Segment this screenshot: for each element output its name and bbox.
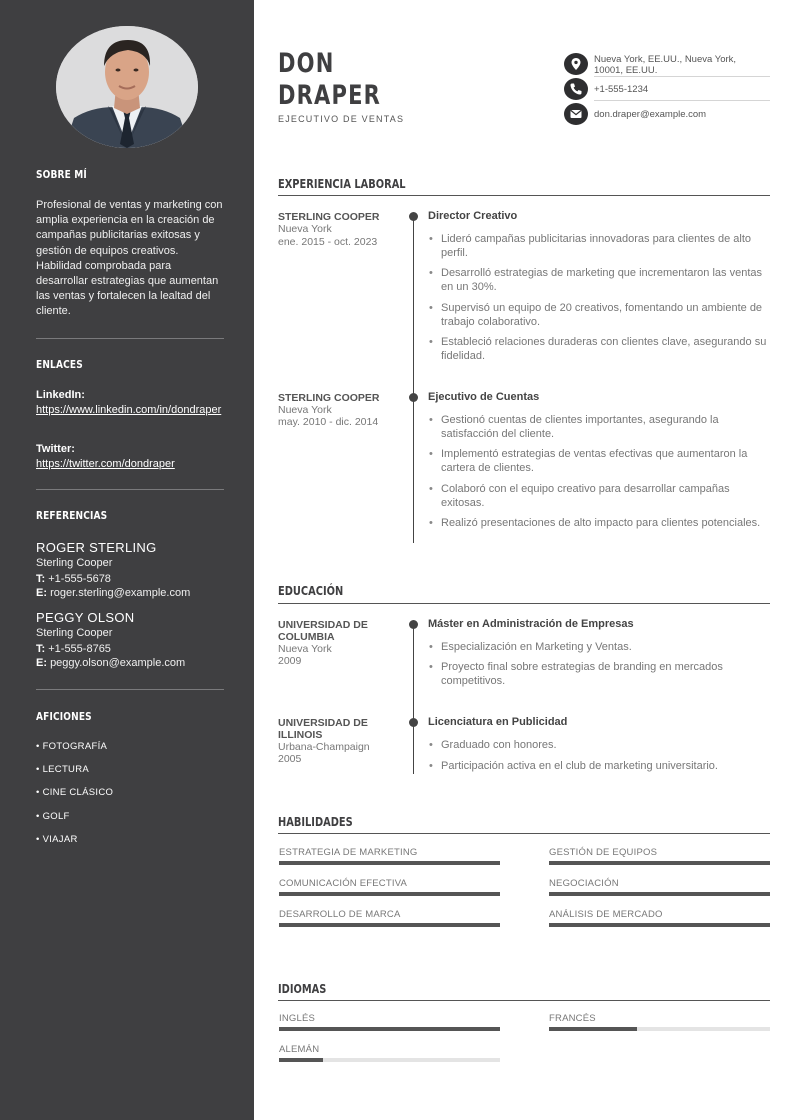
timeline-dot <box>409 718 418 727</box>
skills-title: HABILIDADES <box>278 815 353 829</box>
reference-name: PEGGY OLSON <box>36 610 135 625</box>
mail-icon <box>564 103 588 125</box>
hobby-item: • FOTOGRAFÍA <box>36 741 108 752</box>
skill-bar-fill <box>549 892 770 896</box>
references-title: REFERENCIAS <box>36 509 108 522</box>
twitter-label: Twitter: <box>36 443 75 455</box>
hobby-item: • GOLF <box>36 811 70 822</box>
education-timeline <box>413 624 414 774</box>
list-item: • Desarrolló estrategias de marketing que incrementaron las ventas en un 30%. <box>428 266 770 294</box>
degree-title: Máster en Administración de Empresas <box>428 618 634 630</box>
skill-name: COMUNICACIÓN EFECTIVA <box>279 878 408 889</box>
first-name: DON <box>278 48 335 79</box>
skill-name: ESTRATEGIA DE MARKETING <box>279 847 418 858</box>
skill-bar <box>279 861 500 865</box>
timeline-dot <box>409 212 418 221</box>
list-item: • Gestionó cuentas de clientes importantes, asegurando la satisfacción del cliente. <box>428 413 770 441</box>
language-bar-fill <box>279 1058 323 1062</box>
skill-name: NEGOCIACIÓN <box>549 878 619 889</box>
list-item: • Graduado con honores. <box>428 738 770 752</box>
list-item: • Especialización en Marketing y Ventas. <box>428 640 770 654</box>
languages-title: IDIOMAS <box>278 982 327 996</box>
skill-bar-fill <box>279 892 500 896</box>
language-name: ALEMÁN <box>279 1044 320 1055</box>
skill-bar-fill <box>279 923 500 927</box>
school-year: 2005 <box>278 753 302 765</box>
reference-company: Sterling Cooper <box>36 557 113 569</box>
hobby-item: • LECTURA <box>36 764 90 775</box>
skill-bar <box>549 861 770 865</box>
skill-bar <box>279 923 500 927</box>
skill-name: ANÁLISIS DE MERCADO <box>549 909 663 920</box>
skill-name: GESTIÓN DE EQUIPOS <box>549 847 658 858</box>
reference-phone: T: +1-555-8765 <box>36 643 111 655</box>
list-item: • Implementó estrategias de ventas efectivas que aumentaron la cartera de clientes. <box>428 447 770 475</box>
school-location: Urbana-Champaign <box>278 741 370 753</box>
about-title: SOBRE MÍ <box>36 168 87 181</box>
language-bar <box>279 1027 500 1031</box>
about-text: Profesional de ventas y marketing con amplia experiencia en la creación de campañas publicitarias exitosas y gestión de equipos creativos. Habilidad comprobada para desarrollar estrategias que aumentan las ventas y fortalecen la lealtad del cliente. <box>36 199 223 318</box>
section-rule <box>278 1000 770 1001</box>
list-item: • Estableció relaciones duraderas con clientes clave, asegurando su fidelidad. <box>428 335 770 363</box>
skill-bar <box>279 892 500 896</box>
company-location: Nueva York <box>278 223 332 235</box>
language-name: INGLÉS <box>279 1013 316 1024</box>
language-bar-fill <box>279 1027 500 1031</box>
experience-title: EXPERIENCIA LABORAL <box>278 177 406 191</box>
education-title: EDUCACIÓN <box>278 584 344 598</box>
degree-title: Licenciatura en Publicidad <box>428 716 568 728</box>
contact-location: Nueva York, EE.UU., Nueva York, 10001, EE.UU. <box>594 54 737 76</box>
reference-phone: T: +1-555-5678 <box>36 573 111 585</box>
job-dates: may. 2010 - dic. 2014 <box>278 416 379 428</box>
reference-email: E: roger.sterling@example.com <box>36 587 191 599</box>
links-title: ENLACES <box>36 358 83 371</box>
profile-photo <box>56 26 198 148</box>
job-role: EJECUTIVO DE VENTAS <box>278 114 405 124</box>
divider <box>594 76 770 77</box>
school-year: 2009 <box>278 655 302 667</box>
list-item: • Lideró campañas publicitarias innovadoras para clientes de alto perfil. <box>428 232 770 260</box>
divider <box>36 489 224 490</box>
company-location: Nueva York <box>278 404 332 416</box>
list-item: • Proyecto final sobre estrategias de branding en mercados competitivos. <box>428 660 770 688</box>
language-name: FRANCÉS <box>549 1013 596 1024</box>
last-name: DRAPER <box>278 80 382 111</box>
timeline-dot <box>409 393 418 402</box>
skill-bar <box>549 923 770 927</box>
position-title: Director Creativo <box>428 210 518 222</box>
contact-email[interactable]: don.draper@example.com <box>594 109 707 120</box>
sidebar <box>0 0 254 1120</box>
hobby-item: • CINE CLÁSICO <box>36 787 114 798</box>
timeline-dot <box>409 620 418 629</box>
hobbies-title: AFICIONES <box>36 710 92 723</box>
contact-phone: +1-555-1234 <box>594 84 649 95</box>
phone-icon <box>564 78 588 100</box>
section-rule <box>278 833 770 834</box>
language-bar <box>279 1058 500 1062</box>
skill-bar-fill <box>549 923 770 927</box>
job-dates: ene. 2015 - oct. 2023 <box>278 236 378 248</box>
list-item: • Participación activa en el club de marketing universitario. <box>428 759 770 773</box>
divider <box>36 338 224 339</box>
hobby-item: • VIAJAR <box>36 834 78 845</box>
company-name: STERLING COOPER <box>278 211 380 223</box>
divider <box>36 689 224 690</box>
company-name: STERLING COOPER <box>278 392 380 404</box>
language-bar-fill <box>549 1027 637 1031</box>
section-rule <box>278 603 770 604</box>
list-item: • Supervisó un equipo de 20 creativos, fomentando un ambiente de trabajo colaborativo. <box>428 301 770 329</box>
position-title: Ejecutivo de Cuentas <box>428 391 540 403</box>
skill-bar-fill <box>549 861 770 865</box>
school-name: UNIVERSIDAD DE ILLINOIS <box>278 717 368 741</box>
skill-bar-fill <box>279 861 500 865</box>
skill-name: DESARROLLO DE MARCA <box>279 909 401 920</box>
reference-company: Sterling Cooper <box>36 627 113 639</box>
school-location: Nueva York <box>278 643 332 655</box>
school-name: UNIVERSIDAD DE COLUMBIA <box>278 619 368 643</box>
location-icon <box>564 53 588 75</box>
section-rule <box>278 195 770 196</box>
reference-name: ROGER STERLING <box>36 540 157 555</box>
linkedin-label: LinkedIn: <box>36 389 85 401</box>
language-bar <box>549 1027 770 1031</box>
list-item: • Colaboró con el equipo creativo para desarrollar campañas exitosas. <box>428 482 770 510</box>
twitter-link[interactable]: https://twitter.com/dondraper <box>36 458 175 470</box>
reference-email: E: peggy.olson@example.com <box>36 657 186 669</box>
experience-timeline <box>413 216 414 543</box>
linkedin-link[interactable]: https://www.linkedin.com/in/dondraper <box>36 404 222 416</box>
skill-bar <box>549 892 770 896</box>
divider <box>594 100 770 101</box>
list-item: • Realizó presentaciones de alto impacto para clientes potenciales. <box>428 516 770 530</box>
